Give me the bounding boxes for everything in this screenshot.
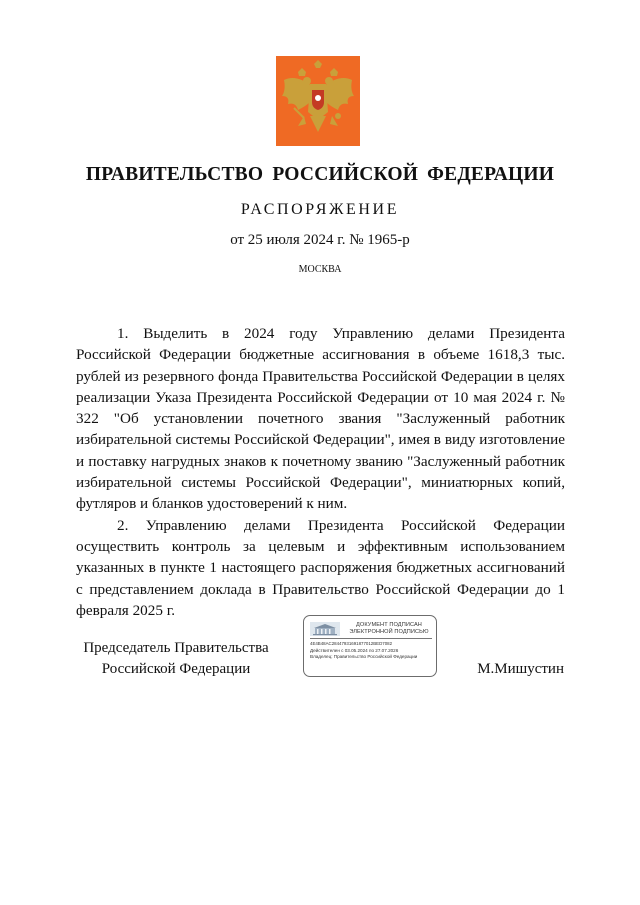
paragraph-1: 1. Выделить в 2024 году Управлению делами Президента Российской Федерации бюджетные ассигнования в объеме 1618,3 тыс. рублей из резервного фонда Правительства Российской Федерации в целях реализации Указа Президента Российской Федерации от 10 мая 2024 г. № 322 "Об установлении почетного звания "Заслуженный работник избирательной системы Российской Федерации", имея в виду изготовление и поставку нагрудных знаков к почетному званию "Заслуженный работник избирательной системы Российской Федерации", миниатюрных копий, футляров и бланков удостоверений к ним. xyxy=(76,325,565,513)
stamp-owner: Владелец: Правительство Российской Федерации xyxy=(310,654,418,659)
stamp-serial: 4E4B48AC28447931691877012BED7082 xyxy=(310,641,393,646)
document-body xyxy=(76,323,565,621)
document-type: РАСПОРЯЖЕНИЕ xyxy=(240,201,400,218)
government-building-icon xyxy=(310,622,340,636)
signer-name: М.Мишустин xyxy=(477,661,564,677)
paragraph-2: 2. Управлению делами Президента Российской Федерации осуществить контроль за целевым и эффективным использованием указанных в пункте 1 настоящего распоряжения бюджетных ассигнований с представлением доклада в Правительство Российской Федерации до 1 февраля 2025 г. xyxy=(76,516,565,619)
electronic-signature-stamp xyxy=(303,615,437,677)
signer-position xyxy=(76,638,276,680)
stamp-divider xyxy=(310,638,432,639)
stamp-validity: Действителен с 03.05.2024 по 27.07.2026 xyxy=(310,648,399,653)
coat-of-arms-icon xyxy=(276,56,360,146)
document-city: МОСКВА xyxy=(298,264,342,275)
page-title: ПРАВИТЕЛЬСТВО РОССИЙСКОЙ ФЕДЕРАЦИИ xyxy=(85,164,555,185)
signer-position-line1: Председатель Правительства xyxy=(83,640,269,656)
stamp-heading: ДОКУМЕНТ ПОДПИСАН ЭЛЕКТРОННОЙ ПОДПИСЬЮ xyxy=(349,622,429,636)
signer-position-line2: Российской Федерации xyxy=(101,661,251,677)
document-date-number: от 25 июля 2024 г. № 1965-р xyxy=(230,232,410,248)
